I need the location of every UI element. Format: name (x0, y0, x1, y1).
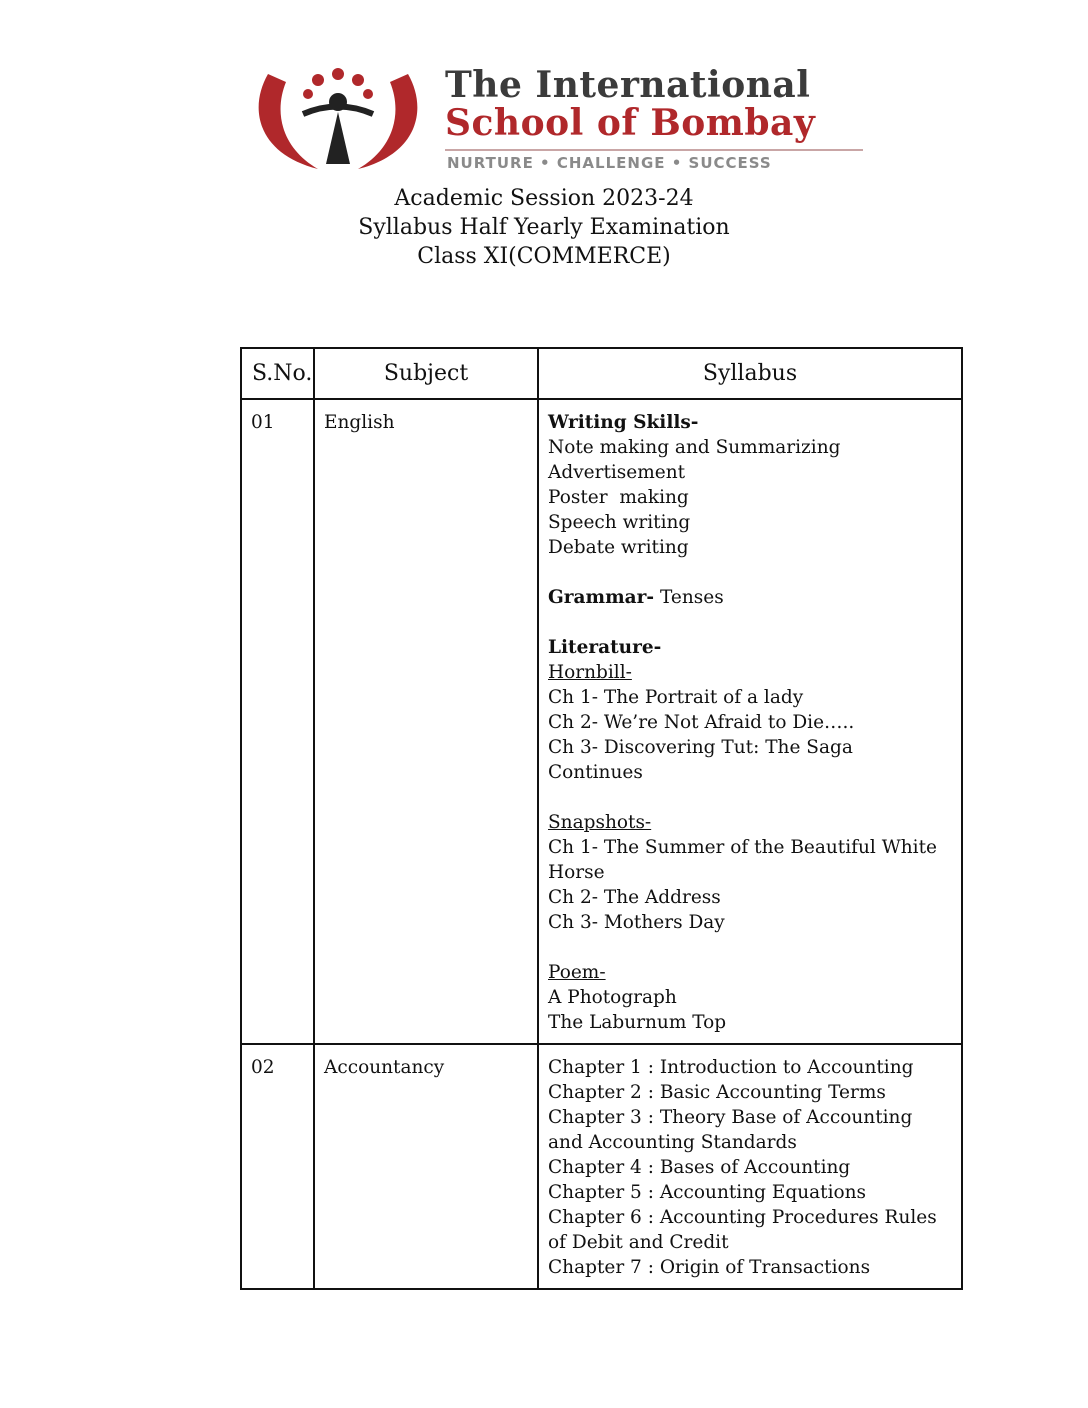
subsection-heading: Hornbill- (548, 662, 632, 683)
header-syllabus: Syllabus (538, 348, 962, 399)
list-item: Note making and Summarizing (548, 437, 841, 458)
list-item: Advertisement (548, 462, 686, 483)
list-item: Ch 2- We’re Not Afraid to Die….. (548, 712, 855, 733)
section-heading: Literature- (548, 637, 662, 658)
list-item: A Photograph (548, 987, 677, 1008)
table-header-row (241, 348, 962, 399)
section-heading: Grammar- (548, 587, 655, 608)
list-item: Poster making (548, 487, 689, 508)
section-heading: Writing Skills- (548, 412, 699, 433)
row-subject: Accountancy (314, 1044, 538, 1289)
list-item: Debate writing (548, 537, 689, 558)
list-item: Chapter 7 : Origin of Transactions (548, 1257, 871, 1278)
header-subject: Subject (314, 348, 538, 399)
syllabus-table (240, 347, 963, 1290)
list-item: Ch 2- The Address (548, 887, 721, 908)
session-title: Academic Session 2023-24 (394, 186, 694, 211)
grammar-text: Tenses (654, 587, 724, 608)
logo-name-line2: School of Bombay (445, 102, 816, 144)
subsection-heading: Snapshots- (548, 812, 652, 833)
list-item: Chapter 2 : Basic Accounting Terms (548, 1082, 886, 1103)
list-item: Ch 3- Discovering Tut: The Saga Continues (548, 737, 853, 783)
row-sno: 02 (241, 1044, 314, 1289)
header-sno: S.No. (241, 348, 314, 399)
list-item: Speech writing (548, 512, 691, 533)
row-sno: 01 (241, 399, 314, 1044)
row-syllabus (538, 1044, 962, 1289)
row-subject: English (314, 399, 538, 1044)
list-item: Chapter 6 : Accounting Procedures Rules of Debit and Credit (548, 1207, 937, 1253)
school-logo (240, 62, 870, 180)
list-item: Chapter 3 : Theory Base of Accounting and Accounting Standards (548, 1107, 913, 1153)
list-item: Chapter 1 : Introduction to Accounting (548, 1057, 914, 1078)
logo-divider (445, 149, 863, 151)
list-item: Ch 1- The Portrait of a lady (548, 687, 804, 708)
school-emblem-icon (248, 64, 428, 176)
logo-name-line1: The International (445, 64, 811, 106)
table-row (241, 399, 962, 1044)
class-title: Class XI(COMMERCE) (417, 244, 671, 269)
list-item: Chapter 4 : Bases of Accounting (548, 1157, 851, 1178)
table-row (241, 1044, 962, 1289)
grammar-line (548, 585, 952, 610)
list-item: Chapter 5 : Accounting Equations (548, 1182, 867, 1203)
list-item: Ch 1- The Summer of the Beautiful White Horse (548, 837, 937, 883)
list-item: The Laburnum Top (548, 1012, 727, 1033)
list-item: Ch 3- Mothers Day (548, 912, 725, 933)
logo-tagline: NURTURE • CHALLENGE • SUCCESS (447, 154, 772, 172)
exam-title: Syllabus Half Yearly Examination (358, 215, 730, 240)
row-syllabus (538, 399, 962, 1044)
document-header (0, 184, 1088, 271)
subsection-heading: Poem- (548, 962, 606, 983)
